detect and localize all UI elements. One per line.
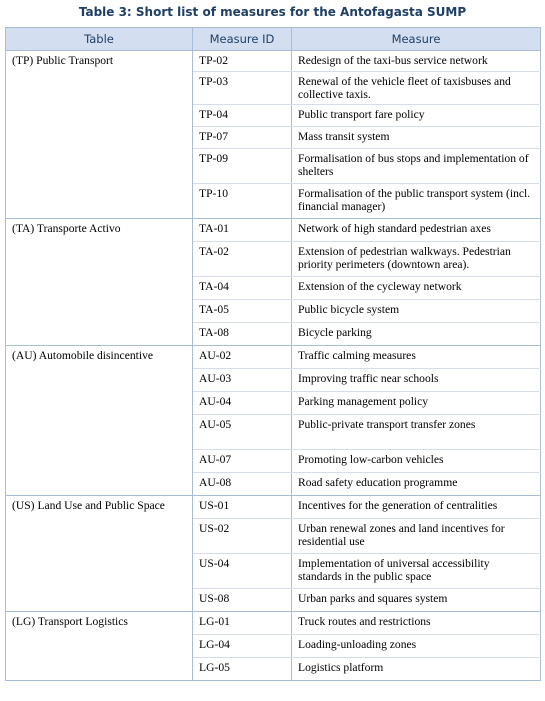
measure-id-cell: LG-05 bbox=[193, 658, 292, 681]
header-measure: Measure bbox=[292, 28, 541, 51]
table-row bbox=[6, 496, 541, 519]
measure-cell: Renewal of the vehicle fleet of taxisbuses and collective taxis. bbox=[292, 72, 541, 105]
group-name: (LG) Transport Logistics bbox=[6, 612, 193, 681]
group-name: (TA) Transporte Activo bbox=[6, 219, 193, 346]
measure-cell: Implementation of universal accessibility standards in the public space bbox=[292, 554, 541, 589]
measure-cell: Public transport fare policy bbox=[292, 105, 541, 127]
measure-id-cell: US-04 bbox=[193, 554, 292, 589]
measure-id-cell: LG-04 bbox=[193, 635, 292, 658]
measure-id-cell: TP-03 bbox=[193, 72, 292, 105]
table-row bbox=[6, 219, 541, 242]
measure-id-cell: US-01 bbox=[193, 496, 292, 519]
group-name: (US) Land Use and Public Space bbox=[6, 496, 193, 612]
measure-cell: Truck routes and restrictions bbox=[292, 612, 541, 635]
table-caption: Table 3: Short list of measures for the Antofagasta SUMP bbox=[78, 5, 467, 19]
measure-cell: Bicycle parking bbox=[292, 323, 541, 346]
measure-id-cell: TP-02 bbox=[193, 51, 292, 72]
measure-id-cell: US-02 bbox=[193, 519, 292, 554]
measure-id-cell: TA-08 bbox=[193, 323, 292, 346]
measure-id-cell: TA-04 bbox=[193, 277, 292, 300]
measure-cell: Road safety education programme bbox=[292, 473, 541, 496]
measure-id-cell: TP-10 bbox=[193, 184, 292, 219]
measure-id-cell: AU-08 bbox=[193, 473, 292, 496]
measure-id-cell: AU-04 bbox=[193, 392, 292, 415]
measure-id-cell: TA-01 bbox=[193, 219, 292, 242]
measure-cell: Redesign of the taxi-bus service network bbox=[292, 51, 541, 72]
measure-cell: Logistics platform bbox=[292, 658, 541, 681]
measure-cell: Incentives for the generation of centralities bbox=[292, 496, 541, 519]
table-row bbox=[6, 51, 541, 72]
measures-table bbox=[5, 27, 541, 681]
measure-cell: Loading-unloading zones bbox=[292, 635, 541, 658]
table-row bbox=[6, 346, 541, 369]
measure-cell: Promoting low-carbon vehicles bbox=[292, 450, 541, 473]
measure-cell: Urban renewal zones and land incentives for residential use bbox=[292, 519, 541, 554]
measure-cell: Formalisation of the public transport system (incl. financial manager) bbox=[292, 184, 541, 219]
header-row bbox=[6, 28, 541, 51]
measure-id-cell: AU-07 bbox=[193, 450, 292, 473]
measure-cell: Public bicycle system bbox=[292, 300, 541, 323]
measure-cell: Improving traffic near schools bbox=[292, 369, 541, 392]
measure-cell: Extension of pedestrian walkways. Pedestrian priority perimeters (downtown area). bbox=[292, 242, 541, 277]
measure-cell: Mass transit system bbox=[292, 127, 541, 149]
measure-cell: Traffic calming measures bbox=[292, 346, 541, 369]
measure-id-cell: TA-02 bbox=[193, 242, 292, 277]
measure-cell: Urban parks and squares system bbox=[292, 589, 541, 612]
table-row bbox=[6, 612, 541, 635]
measure-cell: Public-private transport transfer zones bbox=[292, 415, 541, 450]
measure-cell: Parking management policy bbox=[292, 392, 541, 415]
measure-id-cell: LG-01 bbox=[193, 612, 292, 635]
measure-id-cell: TP-07 bbox=[193, 127, 292, 149]
measure-id-cell: US-08 bbox=[193, 589, 292, 612]
header-measure-id: Measure ID bbox=[193, 28, 292, 51]
measure-cell: Network of high standard pedestrian axes bbox=[292, 219, 541, 242]
group-name: (AU) Automobile disincentive bbox=[6, 346, 193, 496]
measure-id-cell: AU-03 bbox=[193, 369, 292, 392]
measure-cell: Extension of the cycleway network bbox=[292, 277, 541, 300]
header-table: Table bbox=[6, 28, 193, 51]
measure-cell: Formalisation of bus stops and implementation of shelters bbox=[292, 149, 541, 184]
measure-id-cell: TA-05 bbox=[193, 300, 292, 323]
measure-id-cell: TP-09 bbox=[193, 149, 292, 184]
measure-id-cell: AU-05 bbox=[193, 415, 292, 450]
group-name: (TP) Public Transport bbox=[6, 51, 193, 219]
measure-id-cell: AU-02 bbox=[193, 346, 292, 369]
measure-id-cell: TP-04 bbox=[193, 105, 292, 127]
